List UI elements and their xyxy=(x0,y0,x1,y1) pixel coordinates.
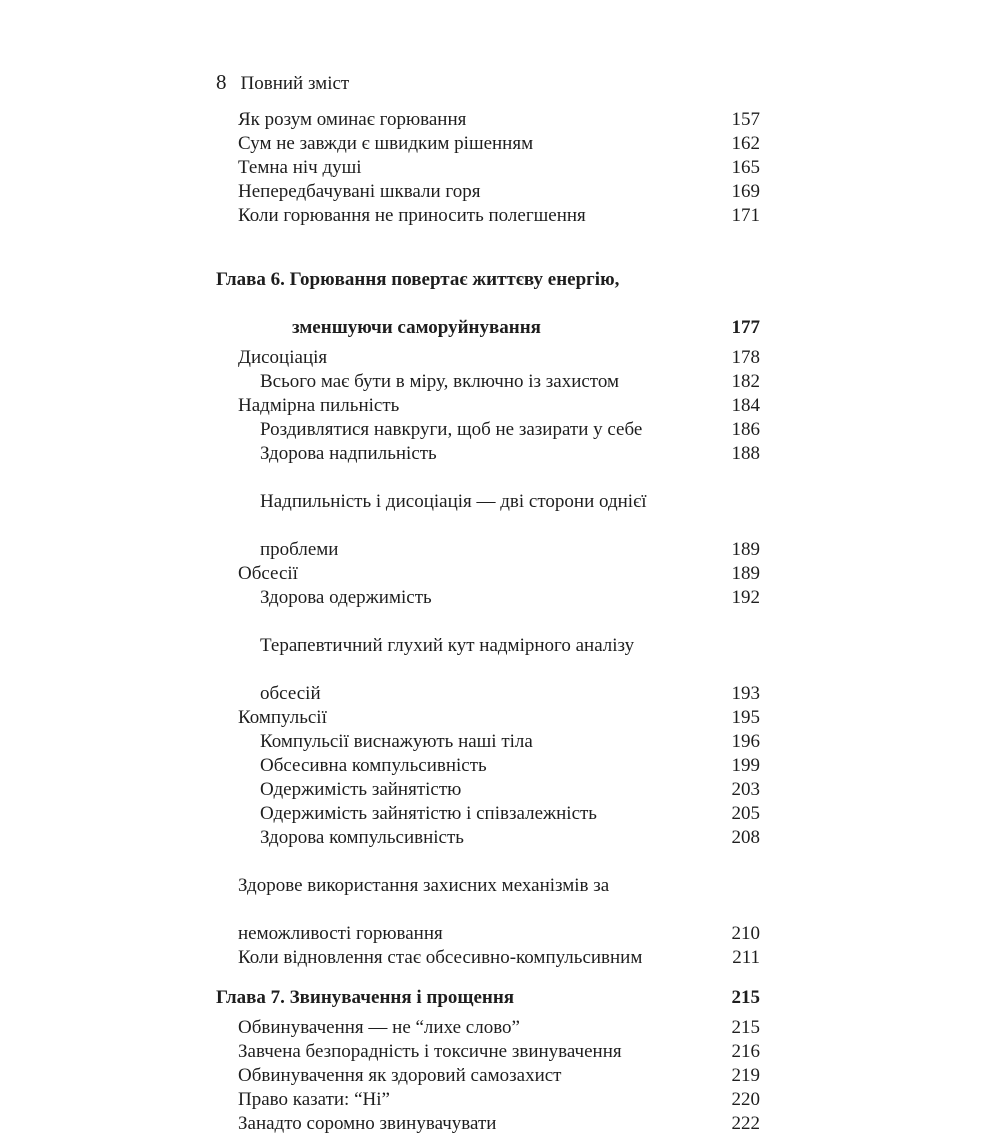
toc-entry-title: Надмірна пильність xyxy=(238,395,400,416)
toc-chapter-page: 215 xyxy=(731,987,760,1008)
toc-entry-page: 211 xyxy=(732,947,760,968)
toc-chapter-heading xyxy=(216,244,760,340)
toc-entry-title xyxy=(260,466,647,562)
toc-entry-page: 195 xyxy=(731,707,760,728)
toc-entry-page: 192 xyxy=(731,587,760,608)
toc-chapter-heading xyxy=(216,986,760,1010)
toc-entry-title: Як розум оминає горювання xyxy=(238,109,467,130)
toc-entry-page: 216 xyxy=(731,1041,760,1062)
toc-chapter-title-line1: Глава 6. Горювання повертає життєву енергію, xyxy=(216,269,620,290)
toc-subentry xyxy=(216,778,760,802)
toc-chapter-title xyxy=(216,244,619,340)
toc-subentry xyxy=(216,442,760,466)
toc-entry xyxy=(216,946,760,970)
toc-subentry xyxy=(216,610,760,706)
toc-entry-title: Завчена безпорадність і токсичне звинувачення xyxy=(238,1041,622,1062)
toc-entry-title xyxy=(260,610,634,706)
table-of-contents xyxy=(216,108,760,1136)
toc-chapter-title-line2: зменшуючи саморуйнування xyxy=(292,317,541,338)
toc-entry-page: 188 xyxy=(731,443,760,464)
toc-subentry xyxy=(216,466,760,562)
toc-entry-page: 203 xyxy=(731,779,760,800)
toc-entry-title: Одержимість зайнятістю і співзалежність xyxy=(260,803,597,824)
toc-entry xyxy=(216,562,760,586)
toc-entry xyxy=(216,394,760,418)
toc-entry-page: 186 xyxy=(731,419,760,440)
running-head xyxy=(216,70,349,96)
toc-entry xyxy=(216,108,760,132)
toc-subentry xyxy=(216,730,760,754)
toc-entry-title: Роздивлятися навкруги, щоб не зазирати у себе xyxy=(260,419,643,440)
toc-entry-title: Право казати: “Ні” xyxy=(238,1089,390,1110)
toc-entry-title: Здорова компульсивність xyxy=(260,827,464,848)
toc-entry-page: 210 xyxy=(731,923,760,944)
toc-entry-page: 165 xyxy=(731,157,760,178)
toc-entry-title: Обсесивна компульсивність xyxy=(260,755,487,776)
running-title: Повний зміст xyxy=(240,73,350,94)
toc-entry-title: Здорова надпильність xyxy=(260,443,437,464)
toc-entry-title xyxy=(238,850,609,946)
toc-entry-page: 171 xyxy=(731,205,760,226)
toc-entry-page: 169 xyxy=(731,181,760,202)
toc-entry-title: Компульсії xyxy=(238,707,327,728)
toc-entry-title: Сум не завжди є швидким рішенням xyxy=(238,133,534,154)
toc-entry-page: 157 xyxy=(731,109,760,130)
toc-entry-title-line2: обсесій xyxy=(260,683,321,704)
toc-chapter-page: 177 xyxy=(731,317,760,338)
toc-entry xyxy=(216,1064,760,1088)
toc-entry-page: 205 xyxy=(731,803,760,824)
toc-entry-page: 184 xyxy=(731,395,760,416)
toc-entry-page: 182 xyxy=(731,371,760,392)
toc-entry xyxy=(216,156,760,180)
toc-entry-title: Занадто соромно звинувачувати xyxy=(238,1113,497,1134)
toc-entry-page: 215 xyxy=(731,1017,760,1038)
toc-entry-title-line2: неможливості горювання xyxy=(238,923,443,944)
toc-subentry xyxy=(216,586,760,610)
toc-entry-title: Одержимість зайнятістю xyxy=(260,779,462,800)
toc-entry-page: 219 xyxy=(731,1065,760,1086)
toc-entry-title: Обвинувачення — не “лихе слово” xyxy=(238,1017,520,1038)
toc-entry-title: Всього має бути в міру, включно із захистом xyxy=(260,371,620,392)
toc-subentry xyxy=(216,754,760,778)
toc-entry xyxy=(216,1088,760,1112)
toc-entry-title-line1: Здорове використання захисних механізмів за xyxy=(238,875,610,896)
toc-entry-page: 189 xyxy=(731,563,760,584)
toc-entry-page: 220 xyxy=(731,1089,760,1110)
page-number: 8 xyxy=(216,70,227,94)
toc-entry xyxy=(216,204,760,228)
toc-entry-page: 208 xyxy=(731,827,760,848)
toc-entry xyxy=(216,706,760,730)
toc-chapter-title: Глава 7. Звинувачення і прощення xyxy=(216,987,515,1008)
toc-subentry xyxy=(216,370,760,394)
toc-entry xyxy=(216,132,760,156)
toc-entry-title: Здорова одержимість xyxy=(260,587,432,608)
toc-entry-title-line1: Терапевтичний глухий кут надмірного аналізу xyxy=(260,635,635,656)
toc-entry-page: 199 xyxy=(731,755,760,776)
toc-entry-page: 196 xyxy=(731,731,760,752)
toc-entry-title: Коли відновлення стає обсесивно-компульсивним xyxy=(238,947,643,968)
toc-entry-title: Обвинувачення як здоровий самозахист xyxy=(238,1065,562,1086)
toc-entry-title-line1: Надпильність і дисоціація — дві сторони однієї xyxy=(260,491,647,512)
toc-entry-page: 178 xyxy=(731,347,760,368)
toc-entry-title: Темна ніч душі xyxy=(238,157,362,178)
toc-entry-page: 189 xyxy=(731,539,760,560)
toc-subentry xyxy=(216,826,760,850)
toc-entry-title: Коли горювання не приносить полегшення xyxy=(238,205,586,226)
toc-entry-title: Компульсії виснажують наші тіла xyxy=(260,731,533,752)
toc-entry-page: 162 xyxy=(731,133,760,154)
toc-subentry xyxy=(216,802,760,826)
toc-entry xyxy=(216,1112,760,1136)
toc-entry xyxy=(216,346,760,370)
toc-entry-title-line2: проблеми xyxy=(260,539,339,560)
toc-entry-page: 222 xyxy=(731,1113,760,1134)
toc-entry xyxy=(216,850,760,946)
toc-entry xyxy=(216,1016,760,1040)
toc-entry-title: Непередбачувані шквали горя xyxy=(238,181,481,202)
toc-entry-title: Дисоціація xyxy=(238,347,328,368)
toc-entry-page: 193 xyxy=(731,683,760,704)
toc-entry xyxy=(216,1040,760,1064)
toc-subentry xyxy=(216,418,760,442)
toc-entry-title: Обсесії xyxy=(238,563,298,584)
toc-entry xyxy=(216,180,760,204)
